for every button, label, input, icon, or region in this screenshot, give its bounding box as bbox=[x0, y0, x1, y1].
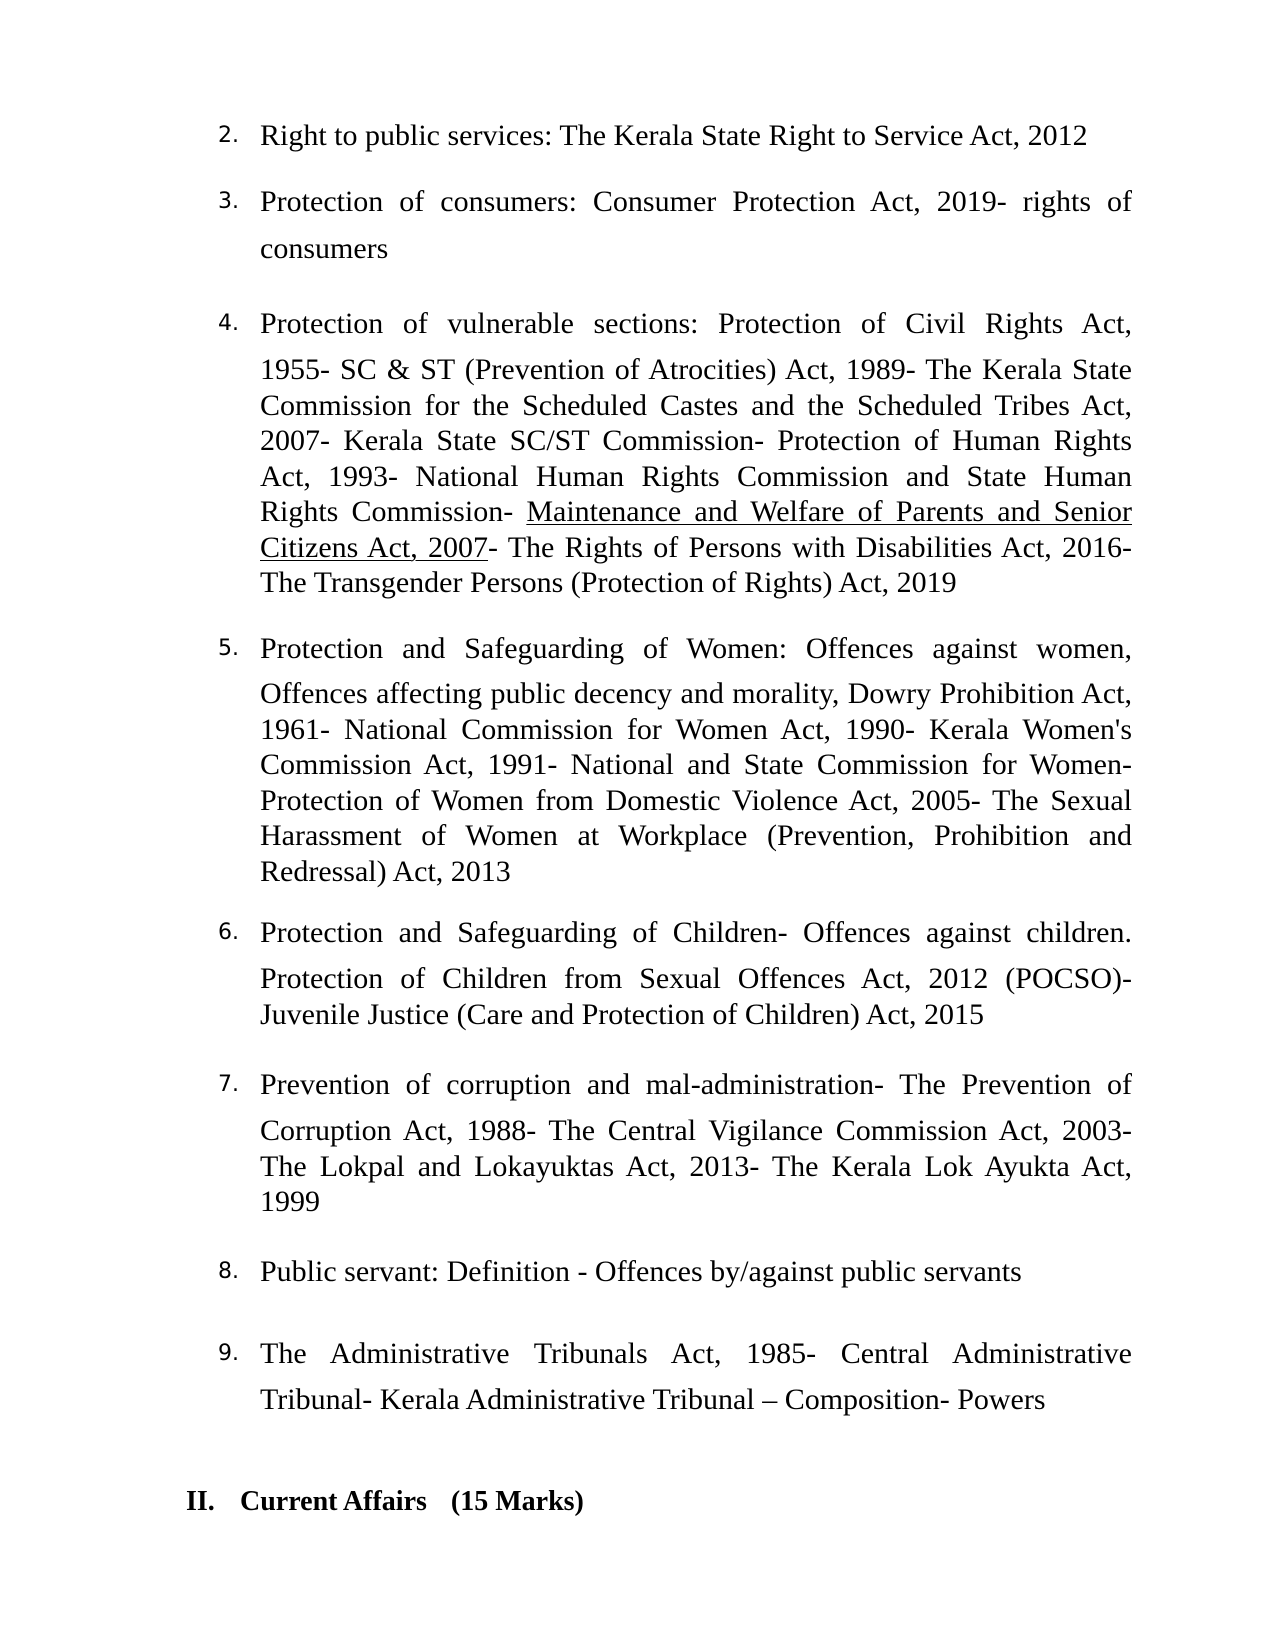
item-continuation: Offences affecting public decency and morality, Dowry Prohibition Act, 1961- National Commission for Women Act, 1990- Kerala Women's Commission Act, 1991- National and State Commission for Women- Protection of Women from Domestic Violence Act, 2005- The Sexual Harassment of Women at Workplace (Prevention, Prohibition and Redressal) Act, 2013 bbox=[260, 677, 1132, 888]
item-number: 2. bbox=[218, 123, 239, 148]
item-text: 1955- SC & ST (Prevention of Atrocities) Act, 1989- The Kerala State Commission for the Scheduled Castes and the Scheduled Tribes Act, 2007- Kerala State SC/ST Commission- Protection of Human Rights Act, 1993- National Human Rights Commission and State Human Rights Commission- bbox=[260, 353, 1132, 528]
item-number: 6. bbox=[218, 920, 239, 945]
item-first-line: Protection of consumers: Consumer Protection Act, 2019- rights of bbox=[260, 185, 1132, 218]
item-text: - The Rights of Persons with Disabilities Act, 2016- The Transgender Persons (Protection of Rights) Act, 2019 bbox=[260, 530, 1132, 599]
item-continuation bbox=[260, 352, 1132, 601]
item-continuation: consumers bbox=[260, 232, 389, 265]
item-first-line: The Administrative Tribunals Act, 1985- Central Administrative bbox=[260, 1337, 1132, 1370]
item-first-line: Right to public services: The Kerala State Right to Service Act, 2012 bbox=[260, 119, 1088, 152]
item-number: 5. bbox=[218, 636, 239, 661]
item-first-line: Protection and Safeguarding of Children- Offences against children. bbox=[260, 916, 1132, 949]
section-title: Current Affairs bbox=[240, 1486, 427, 1517]
item-number: 9. bbox=[218, 1341, 239, 1366]
item-first-line: Protection of vulnerable sections: Protection of Civil Rights Act, bbox=[260, 307, 1132, 340]
item-first-line: Prevention of corruption and mal-administration- The Prevention of bbox=[260, 1068, 1132, 1101]
item-number: 4. bbox=[218, 311, 239, 336]
item-first-line: Public servant: Definition - Offences by/against public servants bbox=[260, 1255, 1022, 1288]
section-heading bbox=[186, 1484, 584, 1520]
underlined-act-title: Maintenance and Welfare of Parents and Senior Citizens Act, 2007 bbox=[260, 495, 1132, 564]
section-marks: (15 Marks) bbox=[450, 1486, 584, 1517]
item-continuation: Protection of Children from Sexual Offences Act, 2012 (POCSO)- Juvenile Justice (Care and Protection of Children) Act, 2015 bbox=[260, 962, 1132, 1031]
item-number: 3. bbox=[218, 189, 239, 214]
item-number: 8. bbox=[218, 1259, 239, 1284]
item-first-line: Protection and Safeguarding of Women: Offences against women, bbox=[260, 632, 1132, 665]
section-number: II. bbox=[186, 1486, 215, 1517]
item-continuation: Corruption Act, 1988- The Central Vigilance Commission Act, 2003- The Lokpal and Lokayuktas Act, 2013- The Kerala Lok Ayukta Act, 1999 bbox=[260, 1114, 1132, 1218]
item-number: 7. bbox=[218, 1072, 239, 1097]
item-continuation: Tribunal- Kerala Administrative Tribunal – Composition- Powers bbox=[260, 1383, 1046, 1416]
